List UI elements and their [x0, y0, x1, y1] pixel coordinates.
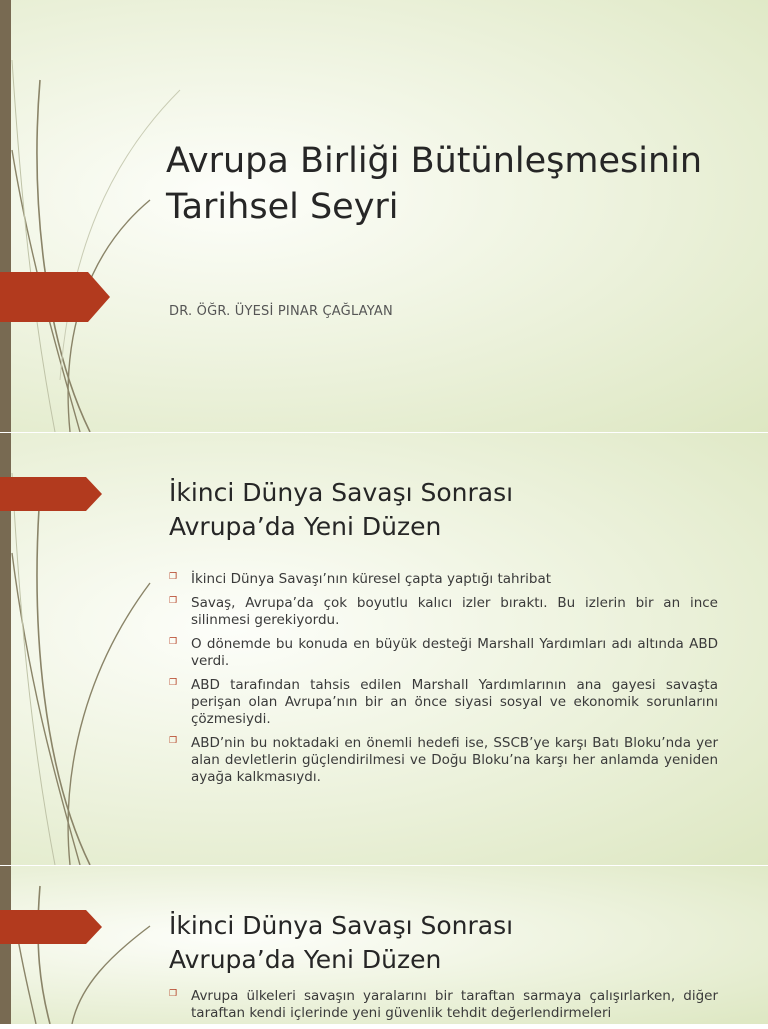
list-item: ❒ Avrupa ülkeleri savaşın yaralarını bir taraftan sarmaya çalışırlarken, diğer taraftan kendi içlerinde yeni güvenlik tehdit değerlendirmeleri [169, 988, 718, 1021]
accent-ribbon [0, 477, 102, 511]
bullet-list [169, 571, 718, 793]
slide-title-line-1: İkinci Dünya Savaşı Sonrası [169, 911, 514, 940]
slide-title-line-2: Avrupa’da Yeni Düzen [169, 945, 442, 974]
list-item: ❒ İkinci Dünya Savaşı’nın küresel çapta yaptığı tahribat [169, 571, 552, 587]
checkbox-bullet-icon: ❒ [169, 736, 178, 746]
slide-title [169, 476, 729, 544]
slide-title [169, 909, 729, 977]
checkbox-bullet-icon: ❒ [169, 678, 178, 688]
slide-title-line-1: İkinci Dünya Savaşı Sonrası [169, 478, 514, 507]
list-item: ❒ ABD’nin bu noktadaki en önemli hedefi ise, SSCB’ye karşı Batı Bloku’nda yer alan devletlerin güçlendirilmesi ve Doğu Bloku’na karşı her anlamda yeniden ayağa kalkmasıydı. [169, 735, 718, 785]
accent-ribbon [0, 910, 102, 944]
checkbox-bullet-icon: ❒ [169, 989, 178, 999]
checkbox-bullet-icon: ❒ [169, 572, 178, 582]
list-item: ❒ ABD tarafından tahsis edilen Marshall Yardımlarının ana gayesi savaşta perişan olan Avrupa’nın bir an önce siyasi sosyal ve ekonomik sorunlarını çözmesiydi. [169, 677, 718, 727]
accent-ribbon [0, 272, 110, 322]
list-item: ❒ Savaş, Avrupa’da çok boyutlu kalıcı izler bıraktı. Bu izlerin bir an ince silinmesi gerekiyordu. [169, 595, 718, 628]
checkbox-bullet-icon: ❒ [169, 596, 178, 606]
presentation-title: Avrupa Birliği Bütünleşmesinin Tarihsel Seyri [166, 141, 703, 227]
presentation-author: DR. ÖĞR. ÜYESİ PINAR ÇAĞLAYAN [169, 304, 393, 319]
slide-1 [0, 0, 768, 432]
list-item: ❒ O dönemde bu konuda en büyük desteği Marshall Yardımları adı altında ABD verdi. [169, 636, 718, 669]
bullet-list [169, 988, 718, 1029]
slide-title-line-2: Avrupa’da Yeni Düzen [169, 512, 442, 541]
checkbox-bullet-icon: ❒ [169, 637, 178, 647]
